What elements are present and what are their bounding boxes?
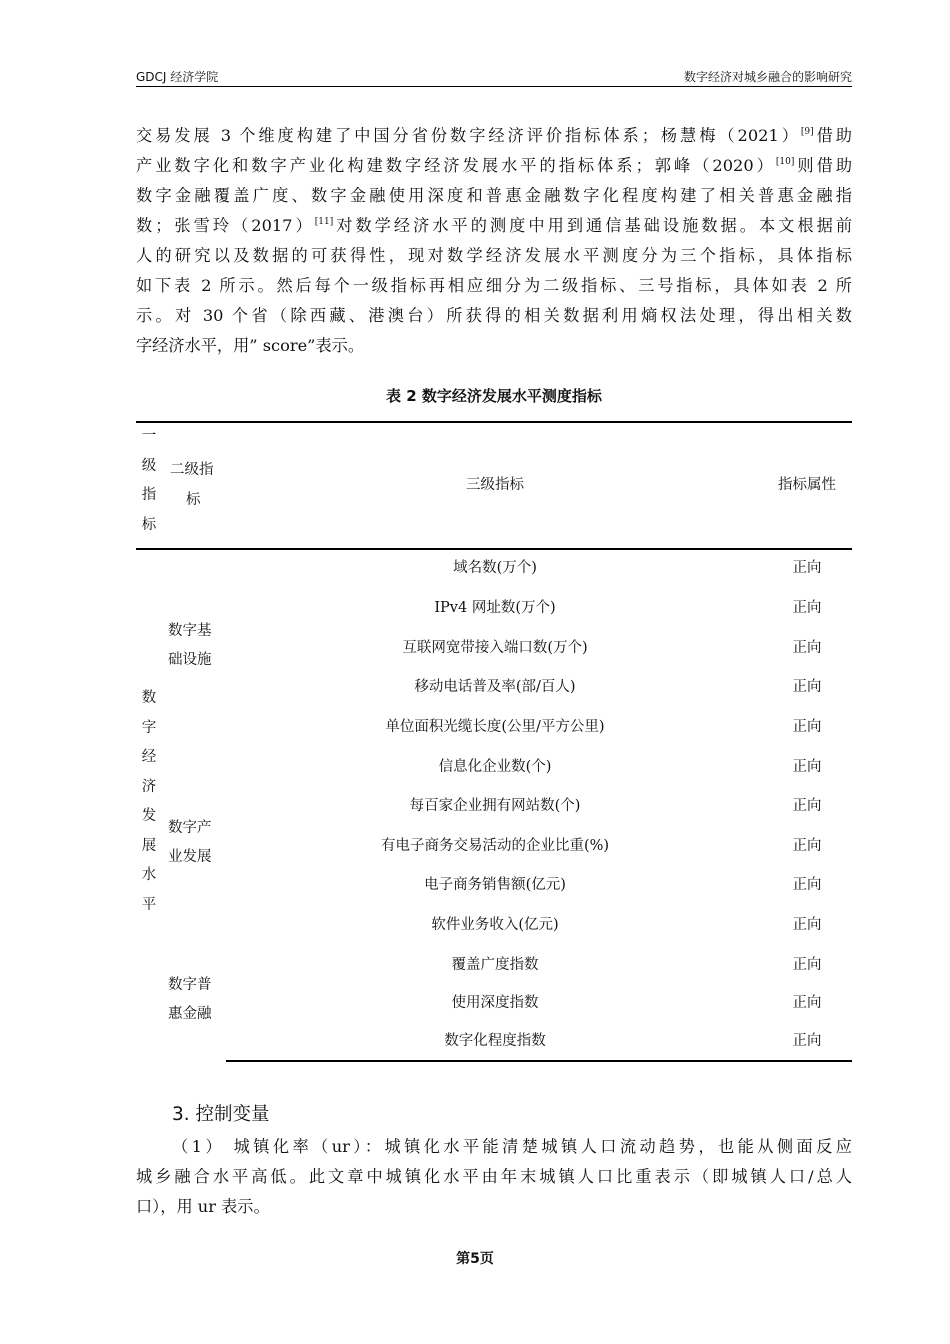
header-right: 数字经济对城乡融合的影响研究 <box>683 70 852 84</box>
table-row-12-attr: 正向 <box>792 995 822 1011</box>
table-row-1-attr: 正向 <box>792 560 822 576</box>
table-top-rule <box>136 421 852 423</box>
table-row-7-name: 每百家企业拥有网站数(个) <box>409 798 581 814</box>
table-row-1-name: 域名数(万个) <box>453 560 537 576</box>
table-row-6-attr: 正向 <box>792 759 822 775</box>
table-row-4-attr: 正向 <box>792 679 822 695</box>
section-line-1: （1） 城镇化率（ur）：城镇化水平能清楚城镇人口流动趋势，也能从侧面反应 <box>172 1137 852 1156</box>
intro-paragraph <box>136 121 852 361</box>
table-row-3-name: 互联网宽带接入端口数(万个) <box>402 640 588 656</box>
intro-line-5: 人的研究以及数据的可获得性，现对数学经济发展水平测度分为三个指标，具体指标 <box>136 246 852 265</box>
level1-label: 数 字 经 济 发 展 水 平 <box>141 690 157 913</box>
section-paragraph <box>136 1132 852 1222</box>
table-row-7-attr: 正向 <box>792 798 822 814</box>
page-number: 第5页 <box>456 1251 494 1267</box>
page-header <box>136 66 852 87</box>
table-header-rule <box>136 548 852 550</box>
header-level3: 三级指标 <box>466 477 524 493</box>
section-line-2: 城乡融合水平高低。此文章中城镇化水平由年末城镇人口比重表示（即城镇人口/总人 <box>136 1167 852 1186</box>
table-row-2-name: IPv4 网址数(万个) <box>434 600 556 616</box>
table-row-5-name: 单位面积光缆长度(公里/平方公里) <box>385 719 605 735</box>
level2-group-industry: 数字产 业发展 <box>168 820 212 865</box>
table-row-9-name: 电子商务销售额(亿元) <box>424 877 566 893</box>
table-row-13-name: 数字化程度指数 <box>444 1033 546 1049</box>
table-bottom-rule <box>226 1060 852 1062</box>
table-row-6-name: 信息化企业数(个) <box>438 759 552 775</box>
intro-line-3: 数字金融覆盖广度、数字金融使用深度和普惠金融数字化程度构建了相关普惠金融指 <box>136 186 852 205</box>
table-row-8-attr: 正向 <box>792 838 822 854</box>
table-row-9-attr: 正向 <box>792 877 822 893</box>
header-level2-line2: 标 <box>186 492 201 508</box>
table-row-11-name: 覆盖广度指数 <box>451 957 539 973</box>
intro-line-8: 字经济水平，用” score”表示。 <box>136 336 365 355</box>
table-row-11-attr: 正向 <box>792 957 822 973</box>
section-heading: 3. 控制变量 <box>172 1104 270 1125</box>
header-left: GDCJ 经济学院 <box>136 70 219 84</box>
header-level2-line1: 二级指 <box>170 462 214 478</box>
intro-line-7: 示。对 30 个省（除西藏、港澳台）所获得的相关数据利用熵权法处理，得出相关数 <box>136 306 852 325</box>
table-row-12-name: 使用深度指数 <box>451 995 539 1011</box>
table-caption: 表 2 数字经济发展水平测度指标 <box>386 387 602 405</box>
table-row-3-attr: 正向 <box>792 640 822 656</box>
intro-line-2: 产业数字化和数字产业化构建数字经济发展水平的指标体系；郭峰（2020）[10]则借助 <box>136 156 853 175</box>
table-row-10-name: 软件业务收入(亿元) <box>431 917 559 933</box>
table-row-10-attr: 正向 <box>792 917 822 933</box>
table-row-2-attr: 正向 <box>792 600 822 616</box>
table-row-13-attr: 正向 <box>792 1033 822 1049</box>
table-row-5-attr: 正向 <box>792 719 822 735</box>
header-level1: 一 级 指 标 <box>141 428 157 533</box>
section-line-3: 口），用 ur 表示。 <box>136 1197 270 1216</box>
intro-line-1: 交易发展 3 个维度构建了中国分省份数字经济评价指标体系；杨慧梅（2021）[9]借助 <box>136 126 852 145</box>
table-row-8-name: 有电子商务交易活动的企业比重(%) <box>380 838 610 854</box>
level2-group-finance: 数字普 惠金融 <box>168 977 212 1022</box>
header-attr: 指标属性 <box>778 477 836 493</box>
intro-line-4: 数；张雪玲（2017）[11]对数学经济水平的测度中用到通信基础设施数据。本文根据前 <box>136 216 853 235</box>
level2-group-infrastructure: 数字基 础设施 <box>168 623 212 668</box>
intro-line-6: 如下表 2 所示。然后每个一级指标再相应细分为二级指标、三号指标，具体如表 2 所 <box>136 276 852 295</box>
table-row-4-name: 移动电话普及率(部/百人) <box>414 679 576 695</box>
